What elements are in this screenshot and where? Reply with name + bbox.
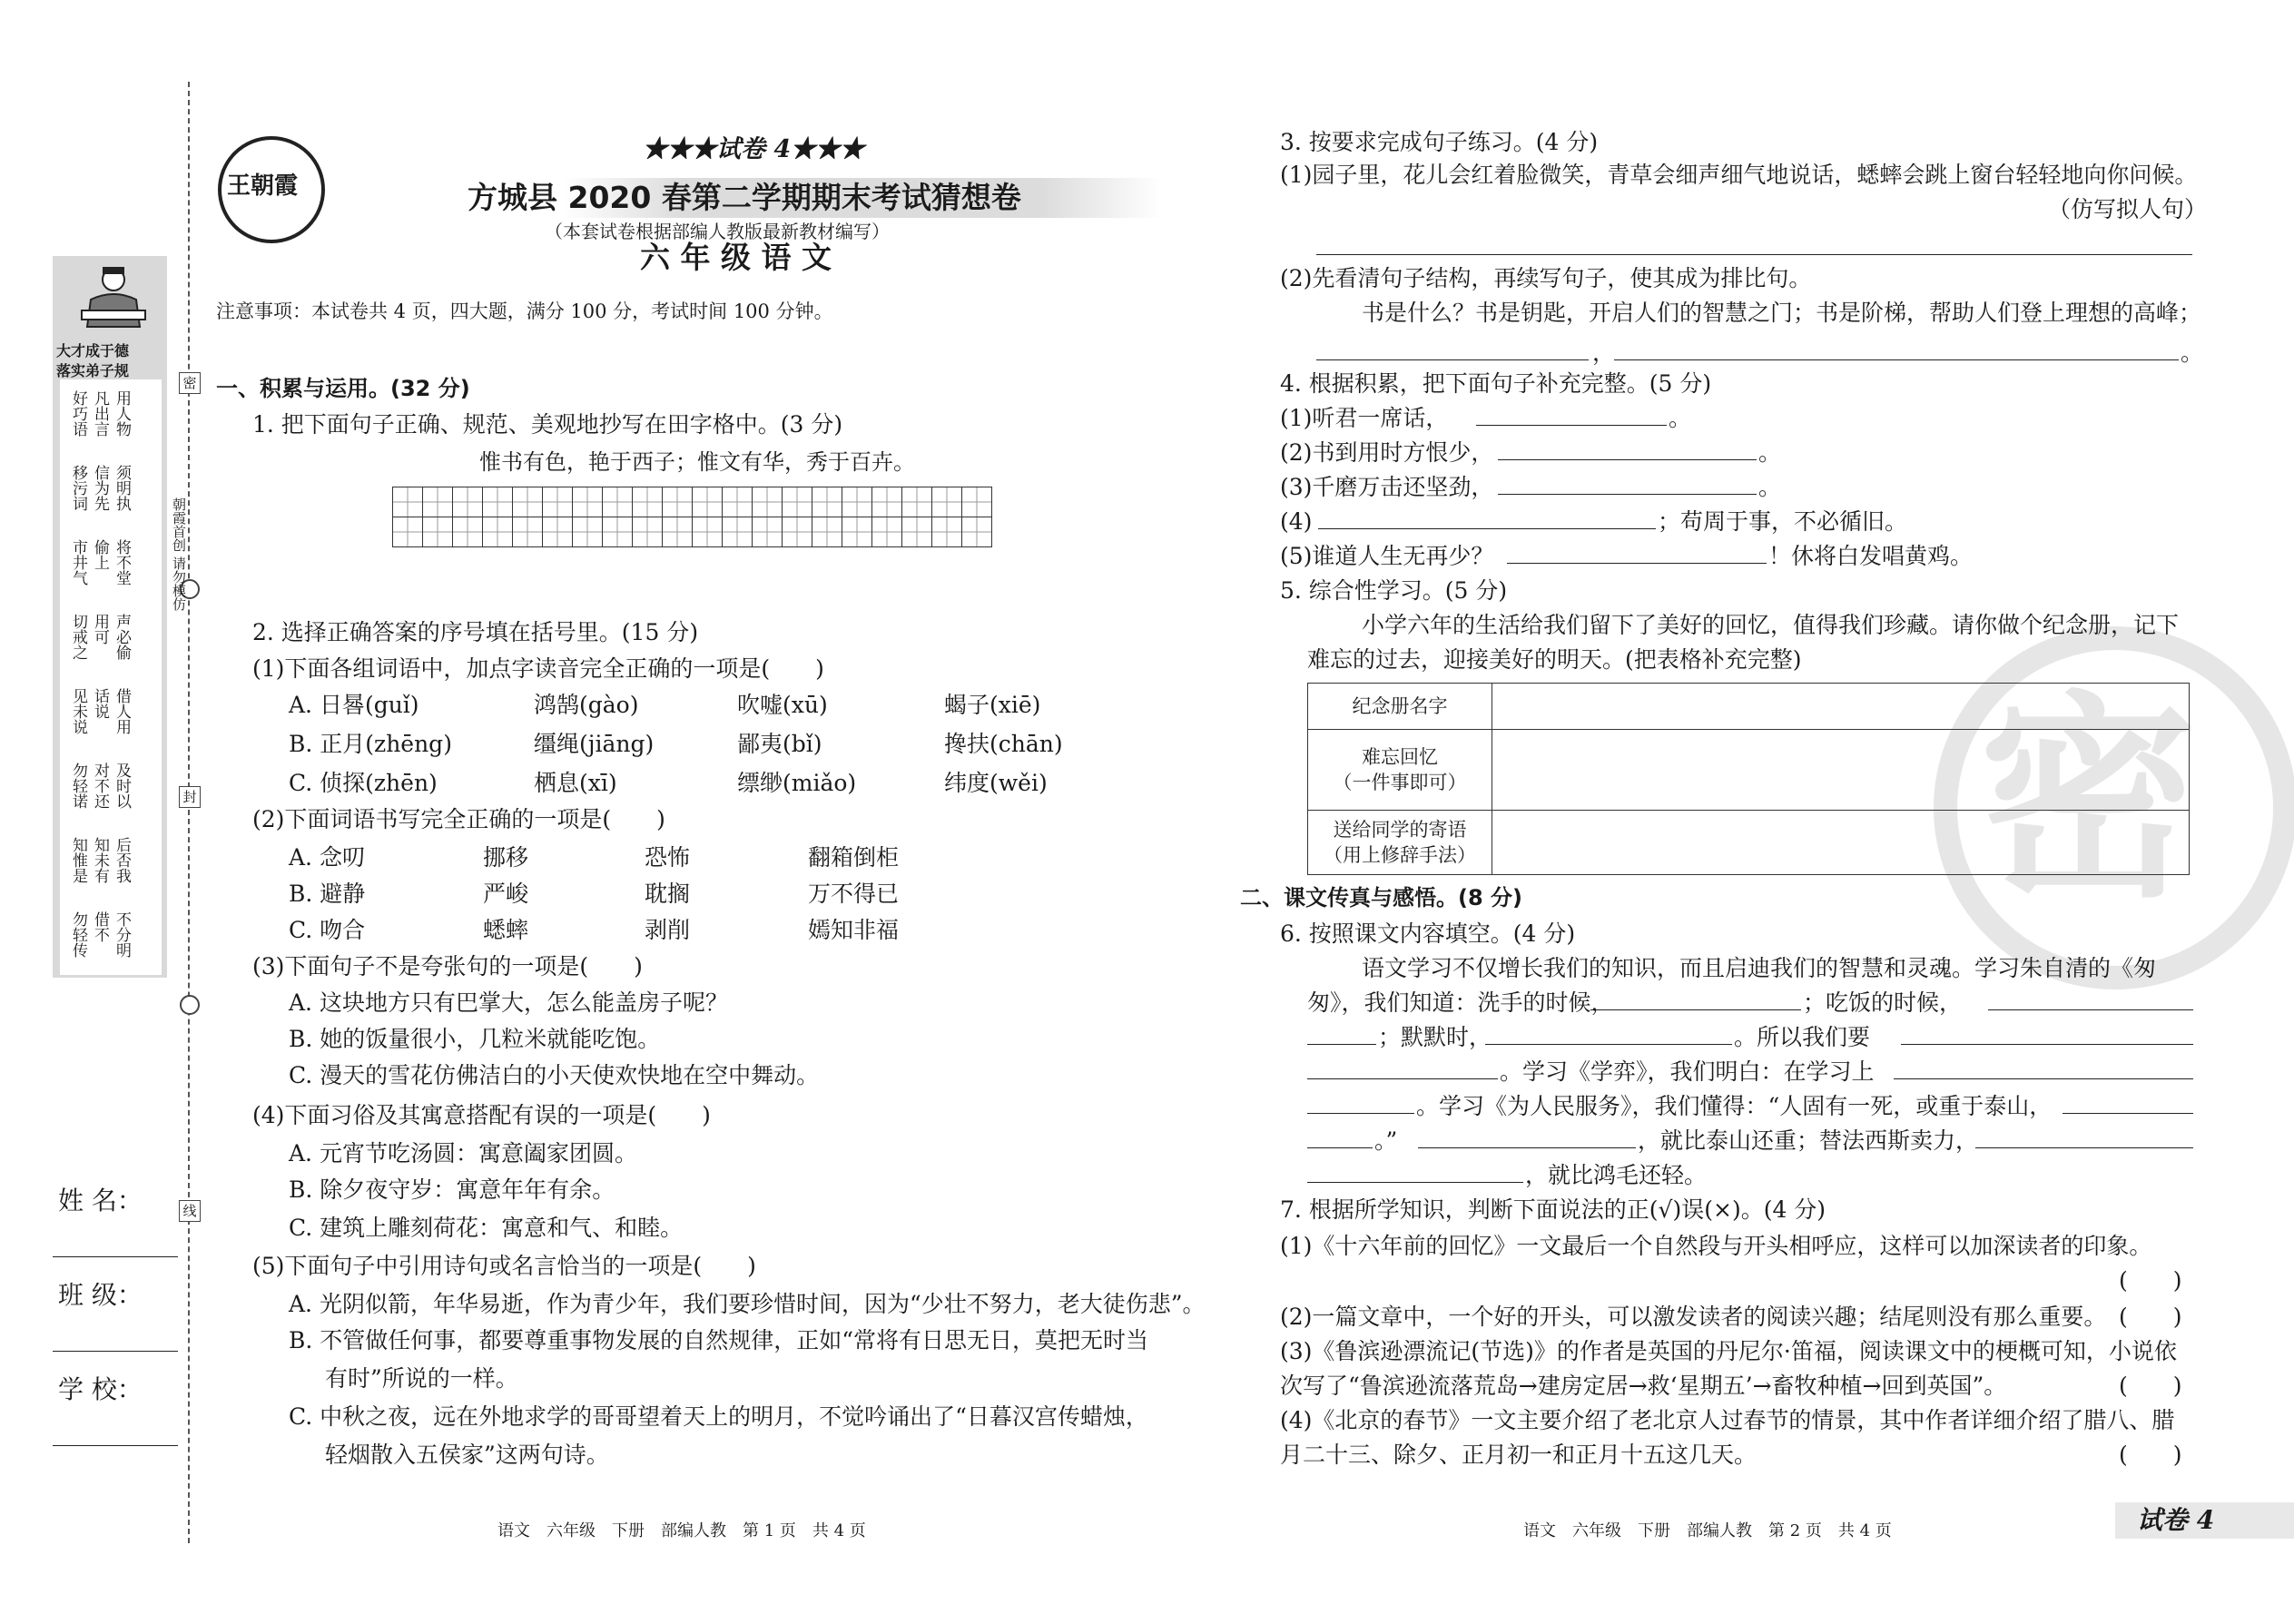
q6-blank-8-cont[interactable]: [1307, 1158, 1523, 1183]
class-field[interactable]: [53, 1351, 178, 1352]
q4-2-text: (2)书到用时方恨少，: [1280, 439, 1494, 466]
q2-2-option: 翻箱倒柜: [808, 844, 900, 871]
q6-line-6b: ，就比泰山还重；替法西斯卖力，: [1638, 1127, 1979, 1154]
table-answer-message[interactable]: [1492, 811, 2190, 875]
q6-line-1: 语文学习不仅增长我们的知识，而且启迪我们的智慧和灵魂。学习朱自清的《匆: [1362, 955, 2157, 981]
sidebar-motto-2: 落实弟子规: [56, 362, 130, 379]
name-field[interactable]: [53, 1256, 178, 1257]
q2-2-option: 耽搁: [645, 881, 691, 907]
q2-4-option-b: B. 除夕夜守岁：寓意年年有余。: [289, 1176, 615, 1203]
q6-blank-6-cont[interactable]: [1307, 1124, 1373, 1148]
q3-2-text: 书是什么？书是钥匙，开启人们的智慧之门；书是阶梯，帮助人们登上理想的高峰；: [1362, 300, 2202, 326]
q7-3-answer[interactable]: ( ): [2119, 1373, 2182, 1399]
q4-1-text: (1)听君一席话，: [1280, 405, 1449, 431]
q1-prompt: 1. 把下面句子正确、规范、美观地抄写在田字格中。(3 分): [252, 411, 843, 438]
q2-2-option: 严峻: [483, 881, 529, 907]
q7-1-answer[interactable]: ( ): [2119, 1267, 2182, 1294]
school-label: 学 校：: [58, 1374, 143, 1404]
paper-number: ★★★试卷 4★★★: [643, 135, 865, 163]
sidebar-idiom-column: 凡出言: [91, 390, 109, 437]
q7-4-text-b: 月二十三、除夕、正月初一和正月十五这几天。: [1280, 1442, 1757, 1468]
seal-dashed-line: [188, 82, 190, 1543]
q3-prompt: 3. 按要求完成句子练习。(4 分): [1280, 129, 1599, 155]
q4-3-text: (3)千磨万击还坚劲，: [1280, 474, 1494, 500]
q6-blank-4[interactable]: [1901, 1020, 2193, 1045]
q6-blank-5-cont[interactable]: [1307, 1089, 1414, 1114]
sidebar-idiom-column: 用可: [91, 614, 109, 645]
q2-2-option: 挪移: [483, 844, 529, 871]
q5-prompt: 5. 综合性学习。(5 分): [1280, 577, 1508, 604]
q3-2-prompt: (2)先看清句子结构，再续写句子，使其成为排比句。: [1280, 265, 1812, 291]
q7-4-answer[interactable]: ( ): [2119, 1442, 2182, 1468]
exam-subtitle: （本套试卷根据部编人教版最新教材编写）: [545, 221, 890, 242]
q7-4-text-a: (4)《北京的春节》一文主要介绍了老北京人过春节的情景，其中作者详细介绍了腊八、腊: [1280, 1407, 2175, 1433]
q2-2-option: A. 念叨: [289, 844, 365, 871]
sidebar-idiom-column: 勿轻传: [69, 911, 87, 958]
q4-5-text: (5)谁道人生无再少？: [1280, 543, 1494, 569]
sidebar-idiom-column: 见未说: [69, 688, 87, 734]
exam-notice: 注意事项：本试卷共 4 页，四大题，满分 100 分，考试时间 100 分钟。: [216, 300, 833, 322]
sidebar-idiom-column: 须明执: [113, 465, 131, 511]
seal-mark-3: 线: [179, 1200, 201, 1222]
q2-2-option: 嫣知非福: [808, 917, 900, 943]
q3-2-answer-line-1[interactable]: [1316, 336, 1589, 360]
sidebar-idiom-column: 知惟是: [69, 837, 87, 883]
q2-4-option-c: C. 建筑上雕刻荷花：寓意和气、和睦。: [289, 1215, 684, 1241]
q2-1-option: 蝎子(xiē): [944, 692, 1041, 718]
q4-prompt: 4. 根据积累，把下面句子补充完整。(5 分): [1280, 370, 1712, 397]
q1-sentence: 惟书有色，艳于西子；惟文有华，秀于百卉。: [479, 449, 915, 475]
q2-1-option: 缥缈(miǎo): [737, 770, 857, 796]
q6-line-7: ，就比鸿毛还轻。: [1525, 1162, 1708, 1188]
table-answer-album-name[interactable]: [1492, 684, 2190, 730]
q2-3-option-a: A. 这块地方只有巴掌大，怎么能盖房子呢？: [289, 989, 728, 1016]
q2-5-option-c-cont: 轻烟散入五侯家”这两句诗。: [325, 1442, 609, 1468]
q2-1-option: 纬度(wěi): [944, 770, 1048, 796]
seal-mark-1: 密: [179, 372, 201, 394]
q7-1-text: (1)《十六年前的回忆》一文最后一个自然段与开头相呼应，这样可以加深读者的印象。: [1280, 1233, 2152, 1259]
sidebar-idiom-column: 知未有: [91, 837, 109, 883]
q4-1-period: 。: [1669, 405, 1692, 431]
q6-line-3b: 。所以我们要: [1734, 1024, 1871, 1050]
q6-blank-3[interactable]: [1485, 1020, 1732, 1045]
q2-1-option: 吹嘘(xū): [737, 692, 828, 718]
q6-line-6a: 。”: [1374, 1127, 1398, 1154]
brand-logo-text: 王朝霞: [227, 172, 299, 200]
tianzige-grid[interactable]: [392, 487, 992, 547]
exam-title: 方城县 2020 春第二学期期末考试猜想卷: [468, 180, 1021, 215]
sidebar-idiom-column: 信为先: [91, 465, 109, 511]
q6-blank-6[interactable]: [2063, 1089, 2193, 1114]
q2-2-option: B. 避静: [289, 881, 366, 907]
sidebar-idiom-column: 后否我: [113, 837, 131, 883]
q2-1-option: A. 日晷(guǐ): [289, 692, 419, 718]
q4-5-tail: ！休将白发唱黄鸡。: [1768, 543, 1974, 569]
sidebar-idiom-column: 切戒之: [69, 614, 87, 660]
q2-5-option-b-cont: 有时”所说的一样。: [325, 1365, 518, 1392]
q3-2-period: 。: [2181, 340, 2204, 366]
name-label: 姓 名：: [58, 1186, 143, 1216]
q7-prompt: 7. 根据所学知识，判断下面说法的正(√)误(×)。(4 分): [1280, 1196, 1826, 1223]
sidebar-idiom-column: 市井气: [69, 539, 87, 586]
q7-2-text: (2)一篇文章中，一个好的开头，可以激发读者的阅读兴趣；结尾则没有那么重要。: [1280, 1304, 2107, 1330]
q6-blank-7[interactable]: [1418, 1124, 1636, 1148]
q6-blank-2[interactable]: [1988, 986, 2193, 1010]
sidebar-motto-1: 大才成于德: [56, 342, 130, 359]
binding-hole-2: [180, 995, 200, 1015]
q6-blank-1[interactable]: [1590, 986, 1801, 1010]
q6-blank-8[interactable]: [1975, 1124, 2193, 1148]
q6-line-4a: 。学习《学弈》，我们明白：在学习上: [1500, 1058, 1875, 1085]
q5-text-1: 小学六年的生活给我们留下了美好的回忆，值得我们珍藏。请你做个纪念册，记下: [1362, 612, 2180, 638]
q3-1-answer-line[interactable]: [1316, 231, 2192, 255]
seal-vertical-text: 朝霞首创 请勿模仿: [171, 497, 187, 611]
q2-1-option: C. 侦探(zhēn): [289, 770, 438, 796]
scholar-illustration-icon: [73, 263, 154, 336]
q6-line-2a: 匆》，我们知道：洗手的时候，: [1307, 989, 1614, 1016]
q2-3-option-b: B. 她的饭量很小，几粒米就能吃饱。: [289, 1026, 661, 1052]
table-label-memory: 难忘回忆 （一件事即可）: [1308, 730, 1492, 811]
q6-blank-2-cont[interactable]: [1307, 1020, 1376, 1045]
q4-3-period: 。: [1758, 474, 1782, 500]
q3-2-answer-line-2[interactable]: [1614, 336, 2179, 360]
q2-4-option-a: A. 元宵节吃汤圆：寓意阖家团圆。: [289, 1140, 637, 1166]
seal-mark-2: 封: [179, 786, 201, 808]
subject-title: 六 年 级 语 文: [640, 240, 832, 275]
sidebar-idiom-column: 借人用: [113, 688, 131, 734]
q6-prompt: 6. 按照课文内容填空。(4 分): [1280, 920, 1576, 947]
q2-2-option: 恐怖: [645, 844, 691, 871]
q6-line-3a: ；默默时，: [1378, 1024, 1492, 1050]
q2-1-option: B. 正月(zhēng): [289, 731, 452, 757]
q6-blank-4-cont[interactable]: [1307, 1055, 1498, 1079]
class-label: 班 级：: [58, 1280, 143, 1310]
q5-text-2: 难忘的过去，迎接美好的明天。(把表格补充完整): [1307, 646, 1802, 673]
q4-3-blank[interactable]: [1498, 470, 1757, 495]
q2-2-option: 万不得已: [808, 881, 900, 907]
q2-3-prompt: (3)下面句子不是夸张句的一项是( ): [252, 953, 643, 979]
q2-5-option-a: A. 光阴似箭，年华易逝，作为青少年，我们要珍惜时间，因为“少壮不努力，老大徒伤悲”。: [289, 1291, 1206, 1317]
q7-3-text-b: 次写了“鲁滨逊流落荒岛→建房定居→救‘星期五’→畜牧种植→回到英国”。: [1280, 1373, 2007, 1399]
watermark-stamp-char: 密: [1979, 671, 2198, 927]
q4-5-blank[interactable]: [1507, 539, 1767, 564]
memory-album-table: [1307, 683, 2190, 875]
q6-line-2b: ；吃饭的时候，: [1803, 989, 1963, 1016]
sidebar-idiom-column: 将不堂: [113, 539, 131, 586]
q3-1-requirement: （仿写拟人句）: [2048, 196, 2208, 222]
q2-5-option-c: C. 中秋之夜，远在外地求学的哥哥望着天上的明月，不觉吟诵出了“日暮汉宫传蜡烛，: [289, 1403, 1148, 1430]
school-field[interactable]: [53, 1445, 178, 1446]
q3-1-text: (1)园子里，花儿会红着脸微笑，青草会细声细气地说话，蟋蟀会跳上窗台轻轻地向你问候。: [1280, 162, 2198, 188]
sidebar-idiom-column: 话说: [91, 688, 109, 719]
q2-5-prompt: (5)下面句子中引用诗句或名言恰当的一项是( ): [252, 1253, 756, 1279]
q7-3-text-a: (3)《鲁滨逊漂流记(节选)》的作者是英国的丹尼尔·笛福，阅读课文中的梗概可知，小说依: [1280, 1338, 2177, 1364]
q2-3-option-c: C. 漫天的雪花仿佛洁白的小天使欢快地在空中舞动。: [289, 1062, 820, 1088]
q4-4-text: (4): [1280, 508, 1313, 535]
section-1-heading: 一、积累与运用。(32 分): [216, 376, 470, 401]
q2-1-option: 缰绳(jiāng): [534, 731, 655, 757]
q4-2-period: 。: [1758, 439, 1782, 466]
table-answer-memory[interactable]: [1492, 730, 2190, 811]
q3-2-comma: ，: [1592, 340, 1616, 366]
sidebar-idiom-column: 声必偷: [113, 614, 131, 660]
q2-prompt: 2. 选择正确答案的序号填在括号里。(15 分): [252, 619, 699, 645]
sidebar-idiom-column: 及时以: [113, 763, 131, 809]
sidebar-idiom-column: 移污词: [69, 465, 87, 511]
q2-1-option: 鄙夷(bǐ): [737, 731, 822, 757]
q2-2-option: 剥削: [645, 917, 691, 943]
q4-2-blank[interactable]: [1498, 436, 1757, 460]
sidebar-idiom-column: 偷上: [91, 539, 109, 570]
q2-1-option: 鸿鹄(gào): [534, 692, 639, 718]
sidebar-idiom-column: 好巧语: [69, 390, 87, 437]
q4-4-tail: ；苟周于事，不必循旧。: [1658, 508, 1908, 535]
q4-1-blank[interactable]: [1476, 401, 1667, 426]
footer-left: 语文 六年级 下册 部编人教 第 1 页 共 4 页: [497, 1521, 866, 1540]
q2-1-prompt: (1)下面各组词语中，加点字读音完全正确的一项是( ): [252, 655, 824, 682]
q2-2-option: 蟋蟀: [483, 917, 529, 943]
sidebar-idiom-column: 勿轻诺: [69, 763, 87, 809]
sidebar-idiom-column: 用人物: [113, 390, 131, 437]
q4-4-blank[interactable]: [1318, 505, 1656, 529]
sidebar-idiom-column: 对不还: [91, 763, 109, 809]
q2-1-option: 栖息(xī): [534, 770, 617, 796]
q6-line-5a: 。学习《为人民服务》，我们懂得：“人固有一死，或重于泰山，: [1416, 1093, 2053, 1119]
footer-right: 语文 六年级 下册 部编人教 第 2 页 共 4 页: [1523, 1521, 1892, 1540]
q2-2-prompt: (2)下面词语书写完全正确的一项是( ): [252, 806, 665, 832]
table-label-message: 送给同学的寄语 （用上修辞手法）: [1308, 811, 1492, 875]
table-label-album-name: 纪念册名字: [1308, 684, 1492, 730]
q2-5-option-b: B. 不管做任何事，都要尊重事物发展的自然规律，正如“常将有日思无日，莫把无时当: [289, 1327, 1149, 1353]
section-2-heading: 二、课文传真与感悟。(8 分): [1240, 885, 1522, 910]
q6-blank-5[interactable]: [1894, 1055, 2193, 1079]
q2-4-prompt: (4)下面习俗及其寓意搭配有误的一项是( ): [252, 1102, 711, 1128]
sidebar-idiom-column: 借不: [91, 911, 109, 942]
sidebar-idiom-column: 不分明: [113, 911, 131, 958]
q2-1-option: 搀扶(chān): [944, 731, 1063, 757]
footer-paper-tag: 试卷 4: [2137, 1505, 2215, 1535]
q7-2-answer[interactable]: ( ): [2119, 1304, 2182, 1330]
q2-2-option: C. 吻合: [289, 917, 366, 943]
